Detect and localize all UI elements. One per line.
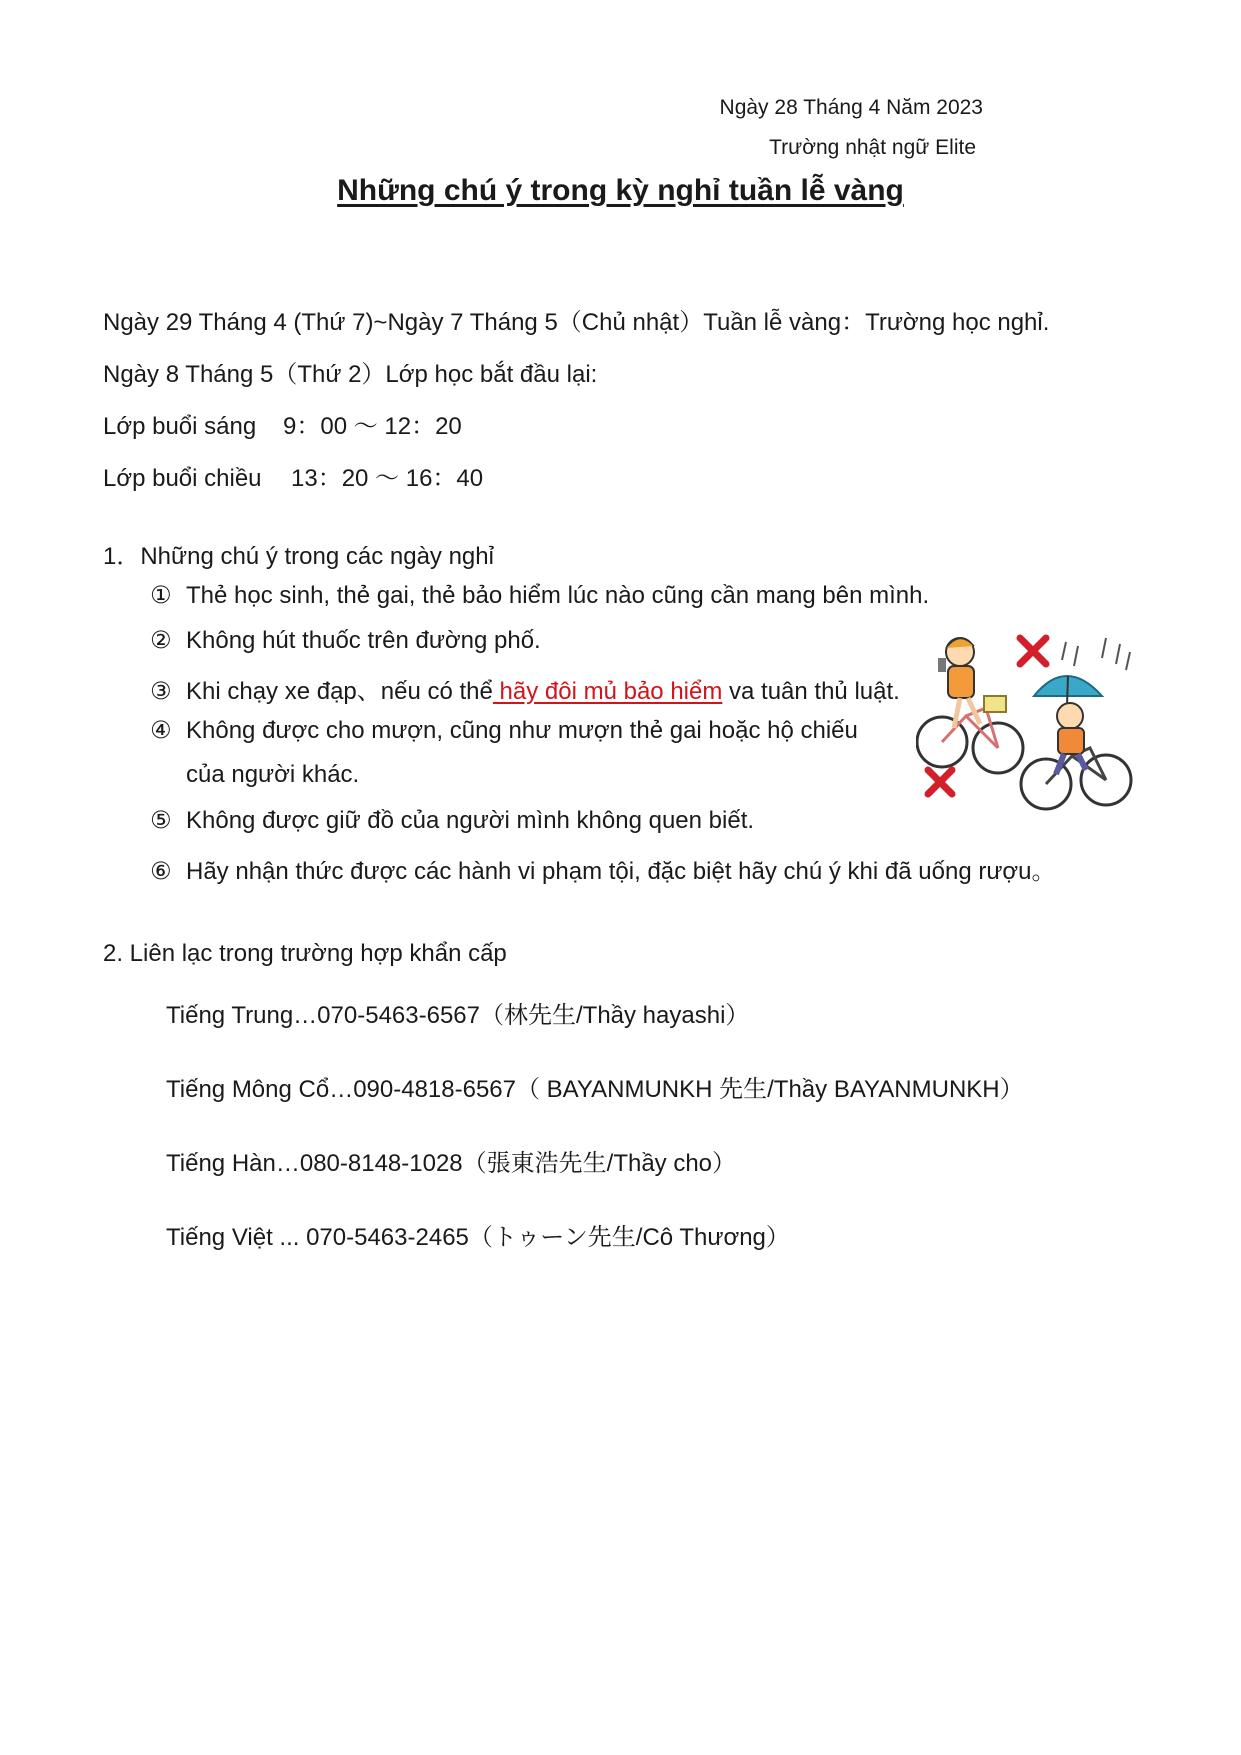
page-title: Những chú ý trong kỳ nghỉ tuần lễ vàng <box>337 174 904 207</box>
afternoon-class <box>103 458 483 493</box>
document-date: Ngày 28 Tháng 4 Năm 2023 <box>719 96 983 119</box>
contact-vietnamese: Tiếng Việt ... 070-5463-2465（トゥーン先生/Cô Thương） <box>166 1224 790 1251</box>
list-item-continuation: của người khác. <box>186 761 360 788</box>
contact-korean: Tiếng Hàn…080-8148-1028（張東浩先生/Thầy cho） <box>166 1150 737 1177</box>
list-item: ⑤ Không được giữ đồ của người mình không quen biết. <box>150 807 755 834</box>
morning-class-time: 9：00 ～ 12：20 <box>283 413 462 440</box>
afternoon-class-time: 13：20 ～ 16：40 <box>291 465 484 492</box>
list-item: ② Không hút thuốc trên đường phố. <box>150 627 541 654</box>
section2-heading: 2. Liên lạc trong trường hợp khẩn cấp <box>103 940 507 967</box>
list-item: ④ Không được cho mượn, cũng như mượn thẻ gai hoặc hộ chiếu <box>150 717 858 744</box>
list-item: ① Thẻ học sinh, thẻ gai, thẻ bảo hiểm lúc nào cũng cần mang bên mình. <box>150 582 930 609</box>
cross-icon <box>928 770 952 794</box>
class-resume: Ngày 8 Tháng 5（Thứ 2）Lớp học bắt đầu lại: <box>103 361 598 388</box>
cyclist-phone-icon <box>917 638 1023 773</box>
school-name: Trường nhật ngữ Elite <box>769 136 976 159</box>
list-item: ⑥ Hãy nhận thức được các hành vi phạm tội, đặc biệt hãy chú ý khi đã uống rượu。 <box>150 858 1056 885</box>
list-item: ③ Khi chạy xe đạp、nếu có thể hãy đôi mủ bảo hiểm va tuân thủ luật. <box>150 678 900 705</box>
holiday-period: Ngày 29 Tháng 4 (Thứ 7)~Ngày 7 Tháng 5（Chủ nhật）Tuần lễ vàng：Trường học nghỉ. <box>103 309 1050 336</box>
morning-class-label: Lớp buổi sáng <box>103 413 257 440</box>
rain-icon <box>1062 638 1130 670</box>
cross-icon <box>1020 638 1046 664</box>
section1-heading: 1．Những chú ý trong các ngày nghỉ <box>103 543 494 570</box>
bicycle-safety-illustration <box>916 624 1142 812</box>
cyclist-umbrella-icon <box>1021 676 1131 809</box>
afternoon-class-label: Lớp buổi chiều <box>103 465 262 492</box>
morning-class <box>103 406 462 441</box>
contact-mongolian: Tiếng Mông Cổ…090-4818-6567（ BAYANMUNKH 先生/Thầy BAYANMUNKH） <box>166 1076 1024 1103</box>
contact-chinese: Tiếng Trung…070-5463-6567（林先生/Thầy hayashi） <box>166 1002 750 1029</box>
helmet-highlight: hãy đôi mủ bảo hiểm <box>492 678 723 705</box>
